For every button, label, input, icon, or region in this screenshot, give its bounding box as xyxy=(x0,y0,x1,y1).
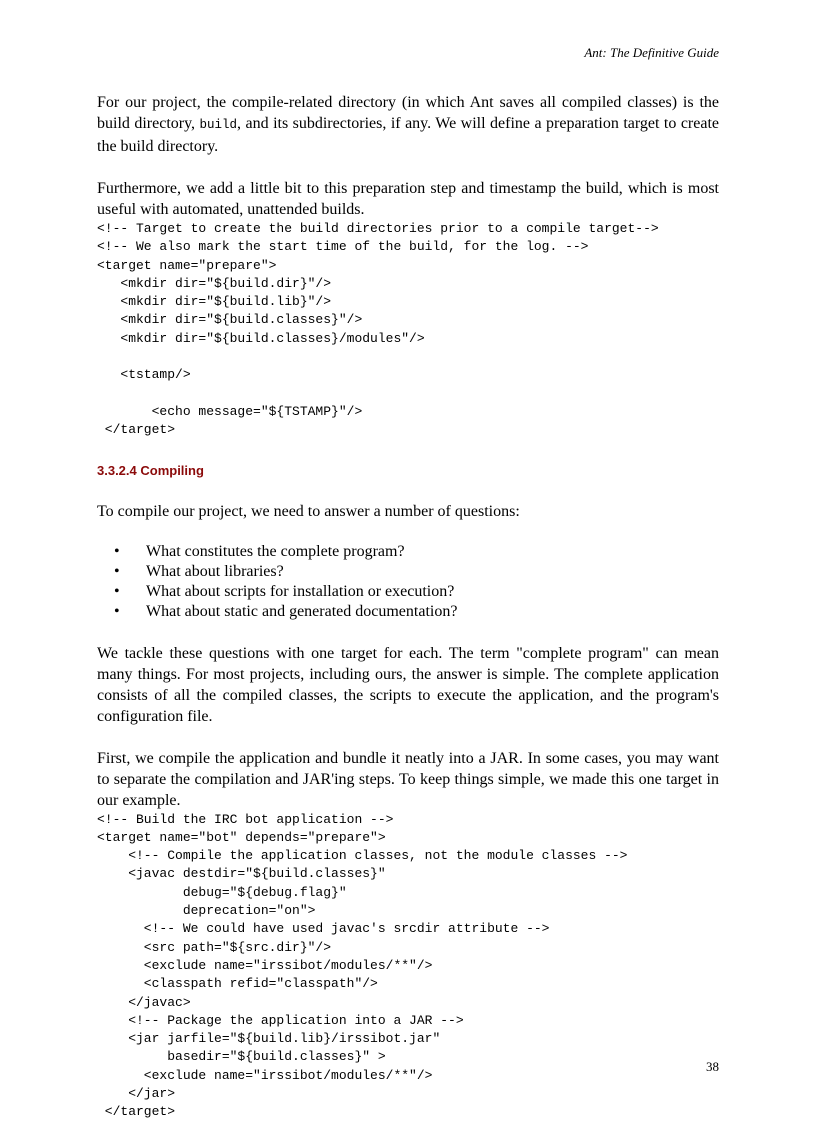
bullet-icon: • xyxy=(114,562,120,580)
paragraph-compile-jar: First, we compile the application and bundle it neatly into a JAR. In some cases, you may want to separate the compilation and JAR'ing steps. To keep things simple, we made this one target in our example. xyxy=(97,749,719,809)
paragraph-timestamp: Furthermore, we add a little bit to this preparation step and timestamp the build, which is most useful with automated, unattended builds. xyxy=(97,180,719,218)
bullet-icon: • xyxy=(114,582,120,600)
list-item xyxy=(97,542,719,562)
paragraph-text: For our project, the compile-related directory (in which Ant saves all compiled classes) is the build directory, xyxy=(97,94,719,132)
paragraph-questions-intro: To compile our project, we need to answer a number of questions: xyxy=(97,502,520,520)
list-item-text: What about libraries? xyxy=(146,562,284,580)
section-heading: 3.3.2.4 Compiling xyxy=(97,462,204,478)
inline-code-build: build xyxy=(199,118,238,132)
running-header: Ant: The Definitive Guide xyxy=(584,45,719,60)
page-number: 38 xyxy=(706,1059,719,1074)
code-block-bot-target: <!-- Build the IRC bot application --> <target name="bot" depends="prepare"> <!-- Compile the application classes, not the module classes --> <javac destdir="${build.classes}" debug="${debug.flag}" deprecation="on"> <!-- We could have used javac's srcdir attribute --> <src path="${src.dir}"/> <exclude name="irssibot/modules/**"/> <classpath refid="classpath"/> </javac> <!-- Package the application into a JAR --> <jar jarfile="${build.lib}/irssibot.jar" basedir="${build.classes}" > <exclude name="irssibot/modules/**"/> </jar> </target> xyxy=(97,811,628,1120)
bullet-icon: • xyxy=(114,542,120,560)
list-item xyxy=(97,602,719,622)
paragraph-build-directory xyxy=(97,92,719,157)
code-block-prepare-target: <!-- Target to create the build directories prior to a compile target--> <!-- We also mark the start time of the build, for the log. --> <target name="prepare"> <mkdir dir="${build.dir}"/> <mkdir dir="${build.lib}"/> <mkdir dir="${build.classes}"/> <mkdir dir="${build.classes}/modules"/> <tstamp/> <echo message="${TSTAMP}"/> </target> xyxy=(97,221,659,438)
paragraph-text: , and its subdirectories, if any. We will define a preparation target to create the build directory. xyxy=(97,115,720,155)
list-item xyxy=(97,562,719,582)
list-item-text: What about scripts for installation or execution? xyxy=(146,582,455,600)
paragraph-complete-program: We tackle these questions with one target for each. The term "complete program" can mean many things. For most projects, including ours, the answer is simple. The complete application consists of all the compiled classes, the scripts to execute the application, and the program's configuration file. xyxy=(97,644,719,725)
list-item xyxy=(97,582,719,602)
list-item-text: What constitutes the complete program? xyxy=(146,542,405,560)
page-content xyxy=(97,92,719,1122)
questions-list xyxy=(97,542,719,622)
list-item-text: What about static and generated documentation? xyxy=(146,602,458,620)
bullet-icon: • xyxy=(114,602,120,620)
